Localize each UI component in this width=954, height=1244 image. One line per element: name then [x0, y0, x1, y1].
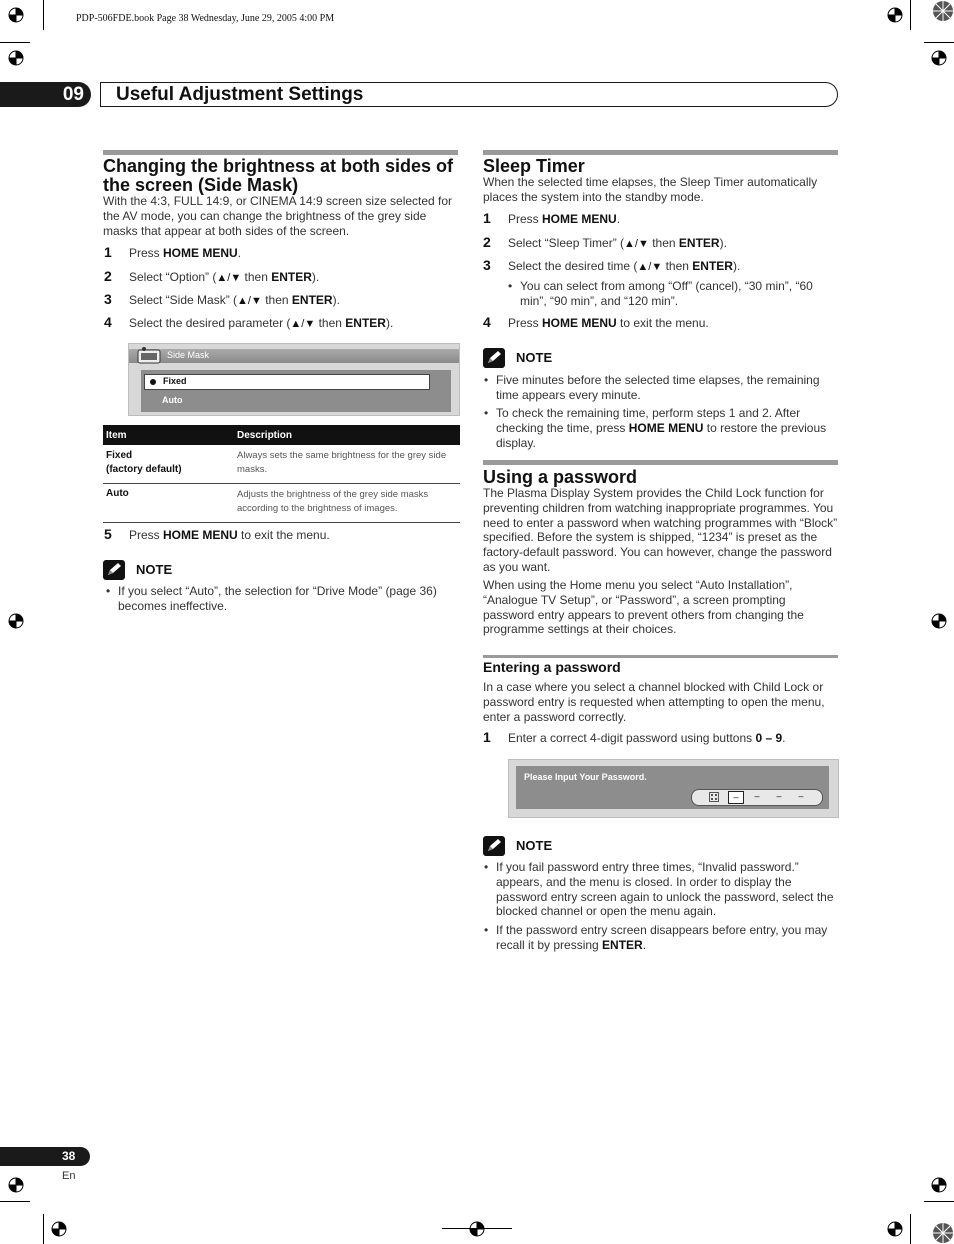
table-header-description: Description	[237, 429, 293, 441]
section-rule	[103, 150, 458, 155]
step-number: 3	[483, 257, 491, 273]
page-number-tab	[0, 1147, 90, 1166]
step-number: 3	[104, 291, 112, 307]
step-number: 4	[104, 314, 112, 330]
password-digit-slot: –	[798, 791, 804, 801]
step-number: 2	[104, 268, 112, 284]
sub-section-title: Entering a password	[483, 659, 621, 675]
section-title-side-mask: Changing the brightness at both sides of the screen (Side Mask)	[103, 156, 454, 195]
step-number: 1	[483, 210, 491, 226]
table-cell-description: Adjusts the brightness of the grey side masks according to the brightness of images.	[237, 489, 429, 514]
password-digit-slot: –	[776, 791, 782, 801]
note-label: NOTE	[516, 350, 553, 365]
note-pencil-icon	[483, 348, 505, 368]
osd-option-label: Fixed	[163, 376, 187, 386]
password-paragraph-1: The Plasma Display System provides the Child Lock function for preventing children from watching inappropriate programmes. You need to enter a password when watching programmes with “Block” specified. Before the system is shipped, “1234” is preset as the factory-default password. You can however, change the password as you want.	[483, 486, 838, 574]
registration-mark-icon	[466, 1218, 488, 1240]
section-rule	[483, 460, 838, 465]
registration-mark-icon	[884, 4, 906, 26]
table-cell-item: Fixed	[106, 450, 133, 461]
tv-menu-icon	[136, 346, 164, 366]
up-down-arrow-icon: ▲/▼	[216, 272, 242, 284]
up-down-arrow-icon: ▲/▼	[237, 295, 262, 307]
chapter-number: 09	[0, 82, 91, 107]
up-down-arrow-icon: ▲/▼	[624, 238, 649, 250]
password-entry-field[interactable]	[691, 789, 823, 806]
sleep-timer-intro: When the selected time elapses, the Sleep Timer automatically places the system into the standby mode.	[483, 175, 818, 204]
section-title-password: Using a password	[483, 467, 638, 487]
section-rule	[483, 150, 838, 155]
selected-bullet-icon	[150, 379, 156, 385]
side-mask-osd	[128, 343, 460, 416]
registration-mark-icon	[5, 47, 27, 69]
up-down-arrow-icon: ▲/▼	[637, 261, 663, 273]
registration-mark-icon	[5, 4, 27, 26]
password-paragraph-3: In a case where you select a channel blocked with Child Lock or password entry is requested when attempting to open the menu, enter a password correctly.	[483, 680, 825, 724]
registration-mark-icon	[884, 1218, 906, 1240]
sub-section-rule	[483, 655, 838, 658]
table-header-item: Item	[106, 429, 127, 441]
step-number: 1	[483, 729, 491, 745]
step-number: 1	[104, 244, 112, 260]
color-target-icon	[932, 0, 954, 22]
password-digit-slot: –	[728, 791, 744, 804]
password-osd	[508, 759, 839, 818]
note-label: NOTE	[516, 838, 553, 853]
page-number: 38	[62, 1149, 76, 1163]
chapter-title: Useful Adjustment Settings	[116, 84, 364, 105]
osd-option-fixed[interactable]	[144, 374, 430, 390]
osd-title: Side Mask	[167, 350, 210, 360]
registration-mark-icon	[928, 47, 950, 69]
step-number: 5	[104, 526, 112, 542]
side-mask-intro: With the 4:3, FULL 14:9, or CINEMA 14:9 screen size selected for the AV mode, you can change the brightness of the grey side masks that appear at both sides of the screen.	[103, 194, 453, 238]
file-header: PDP-506FDE.book Page 38 Wednesday, June 29, 2005 4:00 PM	[76, 13, 335, 24]
table-row	[103, 484, 460, 523]
section-title-sleep-timer: Sleep Timer	[483, 156, 585, 176]
password-prompt: Please Input Your Password.	[524, 772, 647, 782]
table-cell-item: Auto	[106, 488, 129, 499]
registration-mark-icon	[928, 1174, 950, 1196]
table-cell-item: (factory default)	[106, 464, 182, 475]
step-number: 2	[483, 234, 491, 250]
password-digit-slot: –	[754, 791, 760, 801]
keypad-icon	[709, 792, 719, 802]
osd-option-auto[interactable]: Auto	[162, 395, 183, 405]
language-label: En	[62, 1170, 76, 1182]
note-pencil-icon	[483, 836, 505, 856]
registration-mark-icon	[5, 1174, 27, 1196]
color-target-icon	[932, 1222, 954, 1244]
note-pencil-icon	[103, 560, 125, 580]
table-cell-description: Always sets the same brightness for the grey side masks.	[237, 450, 447, 475]
note-label: NOTE	[136, 562, 173, 577]
step-number: 4	[483, 314, 491, 330]
table-row	[103, 445, 460, 484]
side-mask-table	[103, 425, 460, 523]
registration-mark-icon	[928, 610, 950, 632]
registration-mark-icon	[5, 610, 27, 632]
up-down-arrow-icon: ▲/▼	[290, 318, 316, 330]
password-paragraph-2: When using the Home menu you select “Auto Installation”, “Analogue TV Setup”, or “Password”, a screen prompting password entry appears to prevent others from changing the programme settings at their choices.	[483, 578, 804, 637]
registration-mark-icon	[48, 1218, 70, 1240]
